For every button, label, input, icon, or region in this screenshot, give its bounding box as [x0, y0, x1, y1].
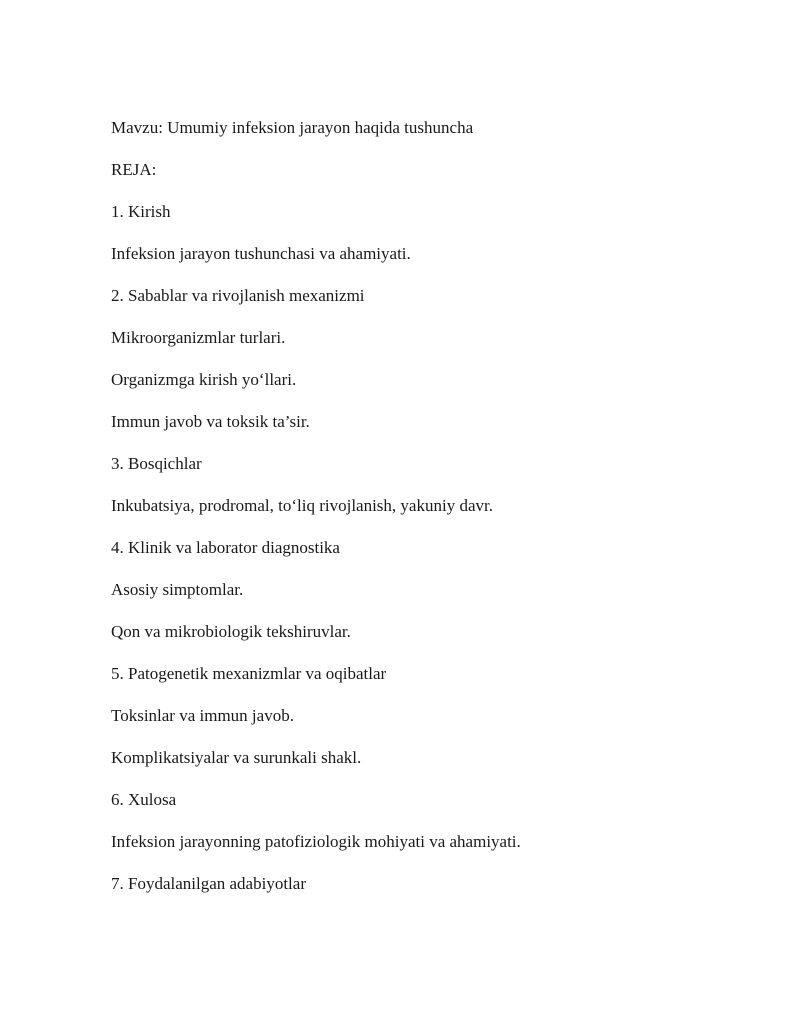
plan-section-3: 3. Bosqichlar — [111, 454, 202, 473]
plan-section-2: 2. Sabablar va rivojlanish mexanizmi — [111, 286, 365, 305]
plan-heading: REJA: — [111, 160, 157, 179]
plan-item: Toksinlar va immun javob. — [111, 706, 294, 725]
plan-item: Inkubatsiya, prodromal, to‘liq rivojlanish, yakuniy davr. — [111, 496, 493, 515]
topic-line: Mavzu: Umumiy infeksion jarayon haqida tushuncha — [111, 118, 474, 137]
plan-item: Infeksion jarayon tushunchasi va ahamiyati. — [111, 244, 411, 263]
plan-item: Komplikatsiyalar va surunkali shakl. — [111, 748, 362, 767]
plan-item: Infeksion jarayonning patofiziologik mohiyati va ahamiyati. — [111, 832, 521, 851]
plan-section-7: 7. Foydalanilgan adabiyotlar — [111, 874, 306, 893]
plan-item: Qon va mikrobiologik tekshiruvlar. — [111, 622, 351, 641]
plan-section-1: 1. Kirish — [111, 202, 171, 221]
plan-section-6: 6. Xulosa — [111, 790, 177, 809]
plan-item: Mikroorganizmlar turlari. — [111, 328, 286, 347]
plan-section-5: 5. Patogenetik mexanizmlar va oqibatlar — [111, 664, 387, 683]
plan-section-4: 4. Klinik va laborator diagnostika — [111, 538, 340, 557]
plan-item: Immun javob va toksik ta’sir. — [111, 412, 310, 431]
document-content — [111, 116, 751, 914]
plan-item: Organizmga kirish yo‘llari. — [111, 370, 297, 389]
plan-item: Asosiy simptomlar. — [111, 580, 244, 599]
